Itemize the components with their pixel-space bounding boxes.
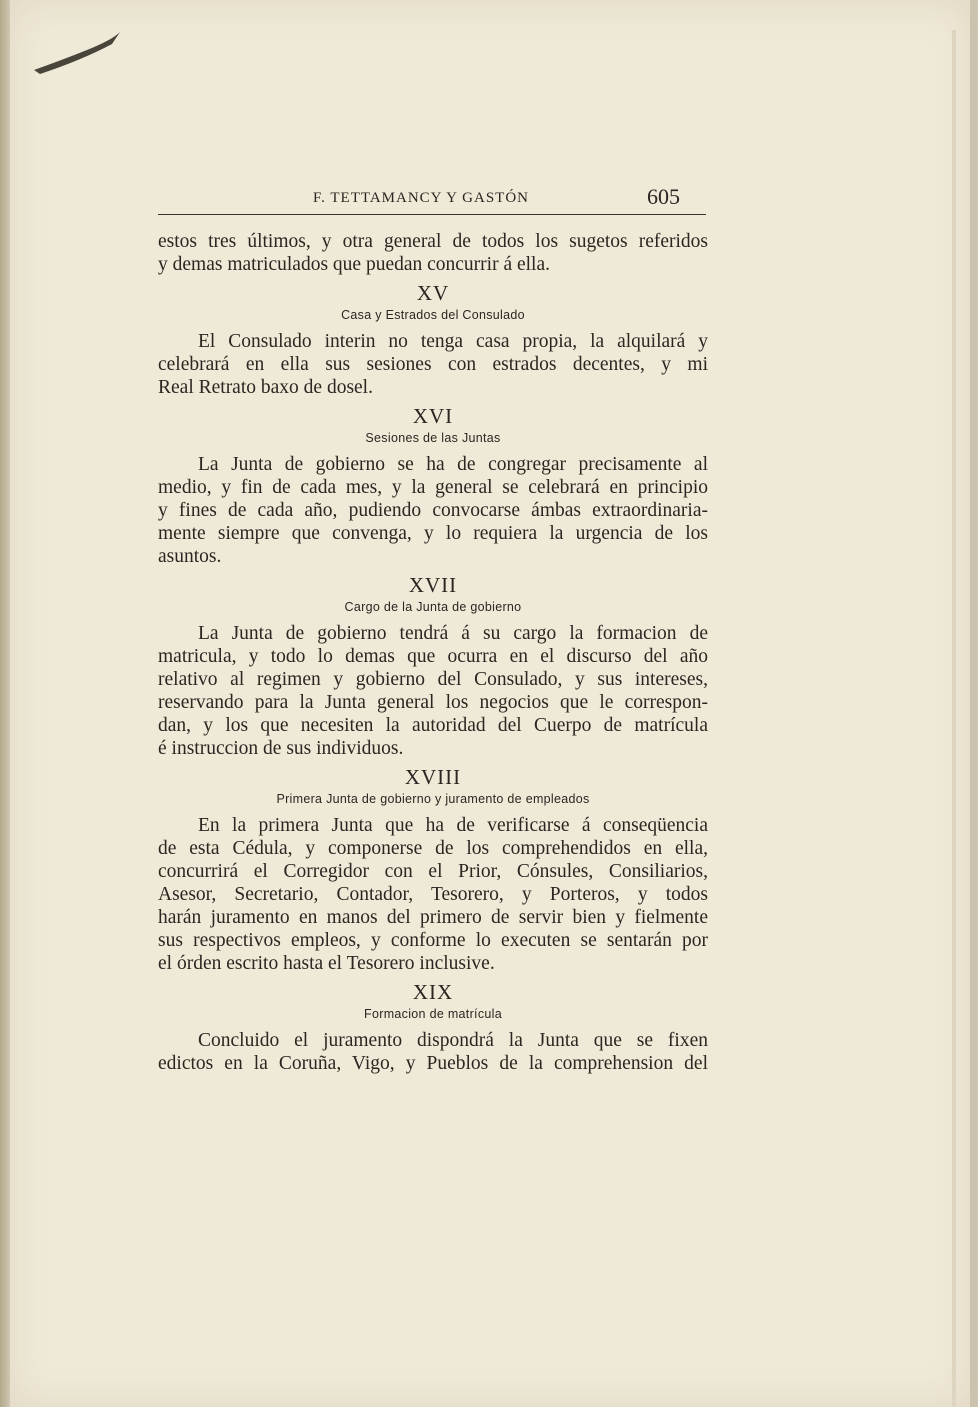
text-line: relativo al regimen y gobierno del Consulado, y sus intereses, [158, 669, 708, 690]
page-number: 605 [647, 184, 680, 209]
running-title: F. TETTAMANCY Y GASTÓN [313, 190, 529, 206]
text-line: La Junta de gobierno se ha de congregar precisamente al [198, 454, 708, 475]
text-line: sus respectivos empleos, y conforme lo executen se sentarán por [158, 930, 708, 951]
section-title: Primera Junta de gobierno y juramento de empleados [276, 792, 590, 806]
page-edge [952, 30, 956, 1407]
text-line: de esta Cédula, y componerse de los comprehendidos en ella, [158, 838, 708, 859]
text-line: Real Retrato baxo de dosel. [158, 377, 373, 398]
text-line: Concluido el juramento dispondrá la Junta que se fixen [198, 1030, 708, 1051]
text-line: matricula, y todo lo demas que ocurra en el discurso del año [158, 646, 708, 667]
section-numeral: XVI [412, 404, 454, 428]
section-title: Sesiones de las Juntas [365, 431, 501, 445]
text-line: celebrará en ella sus sesiones con estrados decentes, y mi [158, 354, 708, 375]
text-line: concurrirá el Corregidor con el Prior, Cónsules, Consiliarios, [158, 861, 708, 882]
text-line: y demas matriculados que puedan concurrir á ella. [158, 254, 551, 275]
text-line: el órden escrito hasta el Tesorero inclusive. [158, 953, 495, 974]
text-line: La Junta de gobierno tendrá á su cargo la formacion de [198, 623, 708, 644]
section-numeral: XVII [408, 573, 458, 597]
section-numeral: XV [416, 281, 450, 305]
text-line: reservando para la Junta general los negocios que le correspon- [158, 692, 708, 713]
torn-corner-mark [32, 30, 122, 75]
binding-edge [0, 0, 10, 1407]
section-numeral: XVIII [404, 765, 462, 789]
text-line: En la primera Junta que ha de verificarse á conseqüencia [198, 815, 708, 836]
text-line: estos tres últimos, y otra general de todos los sugetos referidos [158, 231, 708, 252]
text-line: harán juramento en manos del primero de servir bien y fielmente [158, 907, 708, 928]
text-line: asuntos. [158, 546, 222, 567]
text-line: medio, y fin de cada mes, y la general se celebrará en principio [158, 477, 708, 498]
body-text [158, 230, 708, 1075]
section-title: Cargo de la Junta de gobierno [344, 600, 522, 614]
text-line: dan, y los que necesiten la autoridad del Cuerpo de matrícula [158, 715, 708, 736]
text-line: Asesor, Secretario, Contador, Tesorero, y Porteros, y todos [158, 884, 708, 905]
text-line: mente siempre que convenga, y lo requiera la urgencia de los [158, 523, 708, 544]
text-line: edictos en la Coruña, Vigo, y Pueblos de la comprehension del [158, 1053, 708, 1074]
section-title: Casa y Estrados del Consulado [341, 308, 525, 322]
section-title: Formacion de matrícula [364, 1007, 502, 1021]
page-header [158, 184, 706, 215]
section-numeral: XIX [412, 980, 454, 1004]
text-line: y fines de cada año, pudiendo convocarse ámbas extraordinaria- [158, 500, 708, 521]
text-line: é instruccion de sus individuos. [158, 738, 404, 759]
text-line: El Consulado interin no tenga casa propia, la alquilará y [198, 331, 708, 352]
